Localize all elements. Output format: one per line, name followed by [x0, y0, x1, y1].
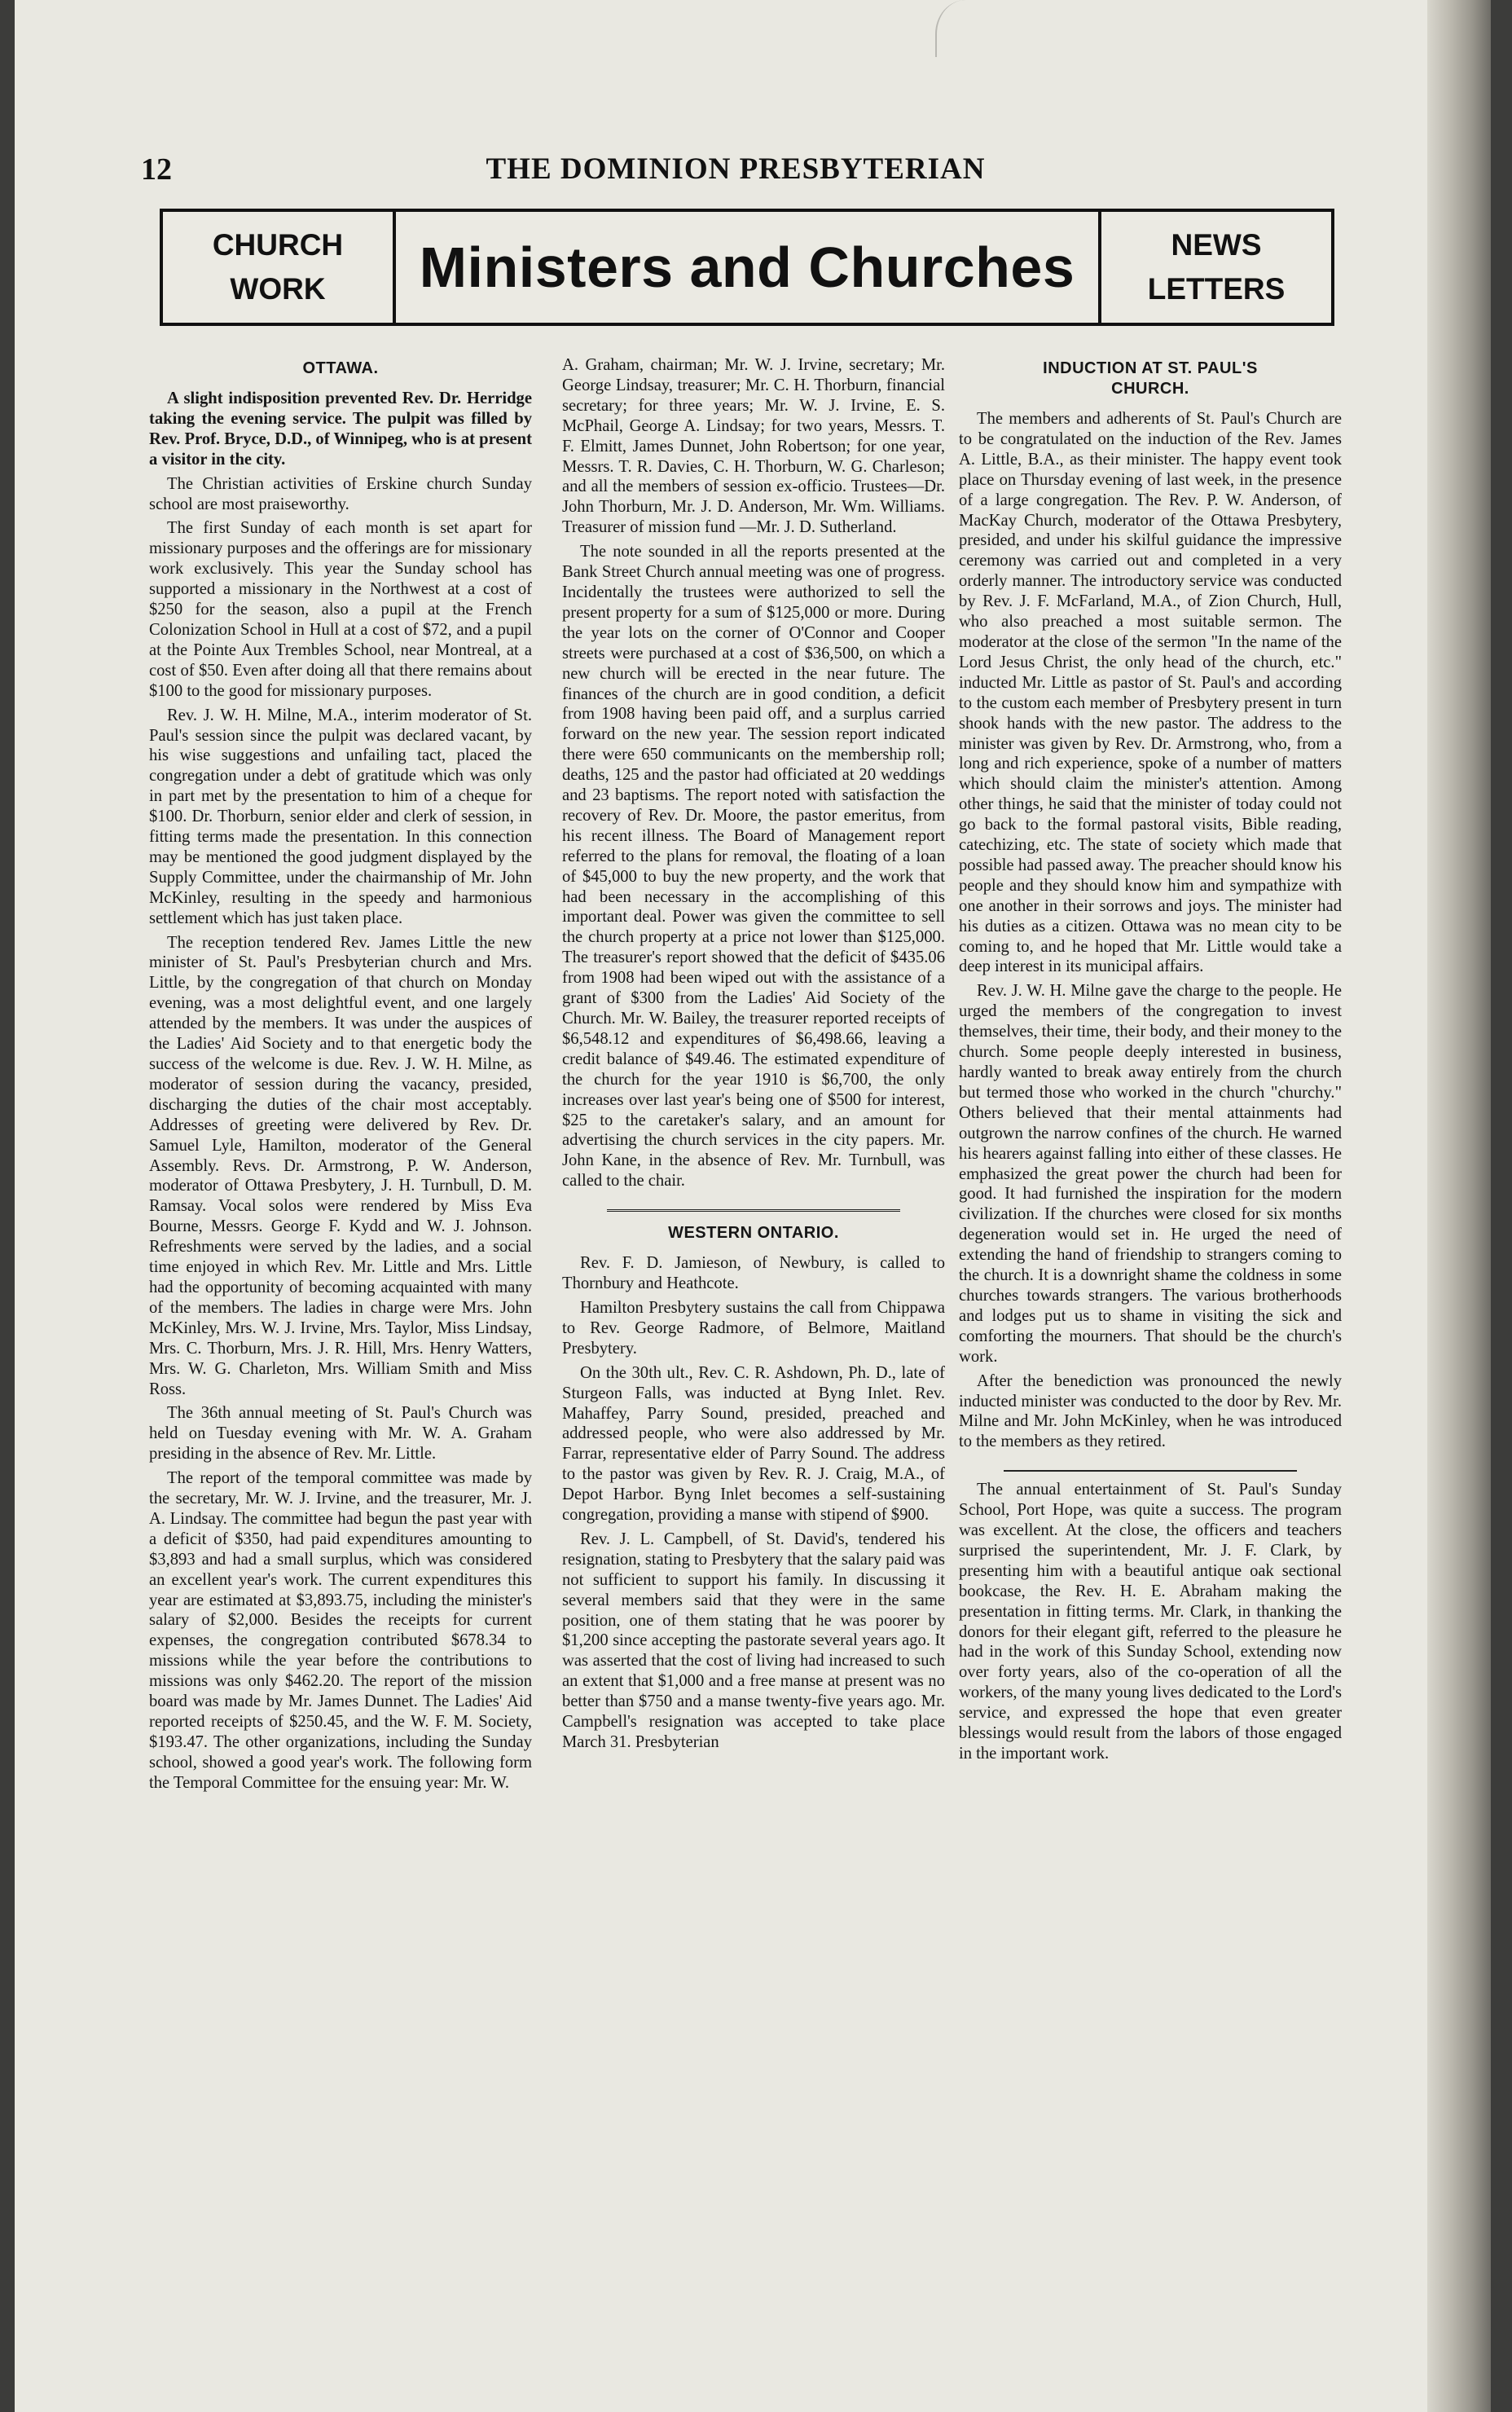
section-banner — [160, 209, 1334, 326]
banner-right-line2: LETTERS — [1147, 272, 1286, 306]
banner-right-box — [1098, 212, 1331, 323]
paragraph: Rev. J. L. Campbell, of St. David's, tendered his resignation, stating to Presbytery that the salary paid was not sufficient to support his family. In discussing it several members said that they were in the same position, one of them stating that he was poorer by $1,200 since accepting the pastorate several years ago. It was asserted that the cost of living had increased to such an extent that $1,000 and a free manse at present was no better than $750 and a manse twenty-five years ago. Mr. Campbell's resignation was accepted to take place March 31. Presbyterian — [562, 1530, 945, 1751]
page-header — [141, 152, 1330, 194]
page-number: 12 — [141, 152, 172, 187]
heading-induction-line1: INDUCTION AT ST. PAUL'S — [1043, 359, 1258, 377]
column-2 — [562, 355, 945, 1757]
section-divider — [607, 1209, 900, 1213]
binding-edge — [1427, 0, 1491, 2412]
column-1 — [149, 355, 532, 1798]
paragraph: The 36th annual meeting of St. Paul's Church was held on Tuesday evening with Mr. W. A. Graham presiding in the absence of Rev. Mr. Little. — [149, 1404, 532, 1463]
paragraph: A slight indisposition prevented Rev. Dr. Herridge taking the evening service. The pulpit was filled by Rev. Prof. Bryce, D.D., of Winnipeg, who is at present a visitor in the city. — [149, 390, 532, 469]
heading-induction — [959, 359, 1342, 399]
banner-right-line1: NEWS — [1171, 228, 1262, 262]
paragraph: A. Graham, chairman; Mr. W. J. Irvine, secretary; Mr. George Lindsay, treasurer; Mr. C. H. Thorburn, financial secretary; for three years; Mr. W. J. Irvine, E. S. McPhail, George A. Lindsay; for two years, Messrs. T. F. Elmitt, James Dunnet, John Robertson; for one year, Messrs. T. R. Davies, C. H. Thorburn, W. G. Charleson; and all the members of session ex-officio. Trustees—Dr. John Thorburn, Mr. J. D. Anderson, Mr. Wm. Williams. Treasurer of mission fund —Mr. J. D. Sutherland. — [562, 356, 945, 537]
page-smudge — [935, 0, 986, 57]
banner-left-line2: WORK — [230, 272, 326, 306]
paragraph: Rev. J. W. H. Milne gave the charge to the people. He urged the members of the congregation to invest themselves, their time, their body, and their money to the church. Some people deeply interested in business, hardly wanted to break away entirely from the church but termed those who worked in the church "churchy." Others believed that their mental attainments had outgrown the narrow confines of the church. He warned his hearers against falling into either of these classes. He emphasized the great power the church had been for good. It had furnished the inspiration for the modern civilization. If the churches were closed for six months degeneration would set in. He urged the need of extending the hand of friendship to strangers coming to the church. It is a downright shame the coldness in some churches towards strangers. The various brotherhoods and lodges put us to shame in visiting the sick and comforting the mourners. That should be the church's work. — [959, 982, 1342, 1366]
paragraph: The note sounded in all the reports presented at the Bank Street Church annual meeting was one of progress. Incidentally the trustees were authorized to sell the present property for a sum of $125,000 or more. During the year lots on the corner of O'Connor and Cooper streets were purchased at a cost of $36,500, on which a new church will be erected in the near future. The finances of the church are in good condition, a deficit from 1908 having been paid off, and a surplus carried forward on the new year. The session report indicated there were 650 communicants on the membership roll; deaths, 125 and the pastor had officiated at 20 weddings and 23 baptisms. The report noted with satisfaction the recovery of Rev. Dr. Moore, the pastor emeritus, from his recent illness. The Board of Management report referred to the plans for removal, the floating of a loan of $45,000 to buy the new property, and the work that had been necessary in the accomplishing of this important deal. Power was given the committee to sell the church property at a price not lower than $125,000. The treasurer's report showed that the deficit of $435.06 from 1908 had been wiped out with the assistance of a grant of $300 from the Ladies' Aid Society of the Church. Mr. W. Bailey, the treasurer reported receipts of $6,548.12 and expenditures of $6,498.66, leaving a credit balance of $49.46. The estimated expenditure of the church for the year 1910 is $6,700, the only increases over last year's being one of $500 for interest, $25 to the caretaker's salary, and an amount for advertising the church services in the city papers. Mr. John Kane, in the absence of Rev. Mr. Turnbull, was called to the chair. — [562, 543, 945, 1191]
paragraph: The members and adherents of St. Paul's Church are to be congratulated on the induction of the Rev. James A. Little, B.A., as their minister. The happy event took place on Thursday evening of last week, in the presence of a large congregation. The Rev. P. W. Anderson, of MacKay Church, moderator of the Ottawa Presbytery, presided, and under his skilful guidance the impressive ceremony was carried out and completed in a very orderly manner. The introductory service was conducted by Rev. J. F. McFarland, M.A., of Zion Church, Hull, who also preached a most suitable sermon. The moderator at the close of the sermon "In the name of the Lord Jesus Christ, the only head of the church, etc." inducted Mr. Little as pastor of St. Paul's and according to the custom each member of Presbytery present in turn shook hands with the new pastor. The address to the minister was given by Rev. Dr. Armstrong, who, from a long and rich experience, spoke of a number of matters which should claim the minister's attention. Among other things, he said that the minister of today could not go back to the formal pastoral visits, Bible reading, catechizing, etc. The state of society which made that possible had passed away. The preacher should know his people and they should know him and sympathize with one another in their sorrows and joys. The minister had his duties as a citizen. Ottawa was no mean city to be coming to, and he hoped that Mr. Little would take a deep interest in its municipal affairs. — [959, 410, 1342, 976]
paragraph: After the benediction was pronounced the newly inducted minister was conducted to the door by Rev. Mr. Milne and Mr. John McKinley, when he was introduced to the members as they retired. — [959, 1371, 1342, 1451]
paragraph: The first Sunday of each month is set apart for missionary purposes and the offerings are for missionary work exclusively. This year the Sunday school has supported a missionary in the Northwest at a cost of $250 for the season, also a pupil at the French Colonization School in Hull at a cost of $72, and a pupil at the Pointe Aux Trembles School, near Montreal, at a cost of $50. Even after doing all that there remains about $100 to the good for missionary purposes. — [149, 519, 532, 700]
paragraph: The reception tendered Rev. James Little the new minister of St. Paul's Presbyterian church and Mrs. Little, by the congregation of that church on Monday evening, was a most delightful event, and one largely attended by the members. It was under the auspices of the Ladies' Aid Society and to that energetic body the success of the welcome is due. Rev. J. W. H. Milne, as moderator of session during the vacancy, presided, discharging the duties of the chair most acceptably. Addresses of greeting were delivered by Rev. Dr. Samuel Lyle, Hamilton, moderator of the General Assembly. Revs. Dr. Armstrong, P. W. Anderson, moderator of Ottawa Presbytery, J. H. Turnbull, D. M. Ramsay. Vocal solos were rendered by Miss Eva Bourne, Messrs. George F. Kydd and W. J. Johnson. Refreshments were served by the ladies, and a social time enjoyed in which Rev. Mr. Little and Mrs. Little had the opportunity of becoming acquainted with many of the members. The ladies in charge were Mrs. John McKinley, Mrs. W. J. Irvine, Mrs. Taylor, Miss Lindsay, Mrs. C. Thorburn, Mrs. J. R. Hill, Mrs. Henry Watters, Mrs. W. G. Charleton, Mrs. William Smith and Miss Ross. — [149, 933, 532, 1398]
paragraph: Hamilton Presbytery sustains the call from Chippawa to Rev. George Radmore, of Belmore, Maitland Presbytery. — [562, 1298, 945, 1358]
paragraph: The annual entertainment of St. Paul's Sunday School, Port Hope, was quite a success. The program was excellent. At the close, the officers and teachers surprised the superintendent, Mr. J. F. Clark, by presenting him with a beautiful antique oak sectional bookcase, the Rev. H. E. Abraham making the presentation in fitting terms. Mr. Clark, in thanking the donors for their elegant gift, referred to the pleasure he had in the work of this Sunday School, extending now over forty years, also of the co-operation of all the workers, of the many young lives dedicated to the Lord's service, and expressed the hope that even greater blessings would result from the labors of those engaged in the important work. — [959, 1481, 1342, 1763]
section-divider — [1004, 1470, 1297, 1472]
paragraph: The report of the temporal committee was made by the secretary, Mr. W. J. Irvine, and the treasurer, Mr. J. A. Lindsay. The committee had begun the past year with a deficit of $350, had paid expenditures amounting to $3,893 and had a small surplus, which was considered an excellent year's work. The current expenditures this year are estimated at $3,893.75, including the minister's salary of $2,000. Besides the receipts for current expenses, the congregation contributed $678.34 to missions while the year before the contributions to missions was only $462.20. The report of the mission board was made by Mr. James Dunnet. The Ladies' Aid reported receipts of $250.45, and the W. F. M. Society, $193.47. The other organizations, including the Sunday school, showed a good year's work. The following form the Temporal Committee for the ensuing year: Mr. W. — [149, 1469, 532, 1792]
paragraph: Rev. J. W. H. Milne, M.A., interim moderator of St. Paul's session since the pulpit was declared vacant, by his wise suggestions and unfailing tact, placed the congregation under a debt of gratitude which was only in part met by the presentation to him of a cheque for $100. Dr. Thorburn, senior elder and clerk of session, in fitting terms made the presentation. In this connection may be mentioned the good judgment displayed by the Supply Committee, under the chairmanship of Mr. John McKinley, resulting in the speedy and harmonious settlement which has just taken place. — [149, 706, 532, 927]
running-title: THE DOMINION PRESBYTERIAN — [486, 152, 986, 186]
paragraph: Rev. F. D. Jamieson, of Newbury, is called to Thornbury and Heathcote. — [562, 1254, 945, 1293]
heading-ottawa: OTTAWA. — [302, 359, 379, 377]
paragraph: On the 30th ult., Rev. C. R. Ashdown, Ph. D., late of Sturgeon Falls, was inducted at Byng Inlet. Rev. Mahaffey, Parry Sound, presided, preached and addressed people, who were also addressed by Mr. Farrar, representative elder of Parry Sound. The address to the pastor was given by Rev. R. J. Craig, M.A., of Depot Harbor. Byng Inlet becomes a self-sustaining congregation, providing a manse with stipend of $900. — [562, 1363, 945, 1525]
heading-induction-line2: CHURCH. — [1111, 380, 1189, 398]
banner-left-line1: CHURCH — [212, 228, 344, 262]
page-sheet — [15, 0, 1491, 2412]
banner-title: Ministers and Churches — [419, 235, 1075, 299]
heading-western-ontario: WESTERN ONTARIO. — [668, 1224, 839, 1243]
banner-left-box — [163, 212, 396, 323]
paragraph: The Christian activities of Erskine church Sunday school are most praiseworthy. — [149, 474, 532, 513]
column-3 — [959, 355, 1342, 1768]
